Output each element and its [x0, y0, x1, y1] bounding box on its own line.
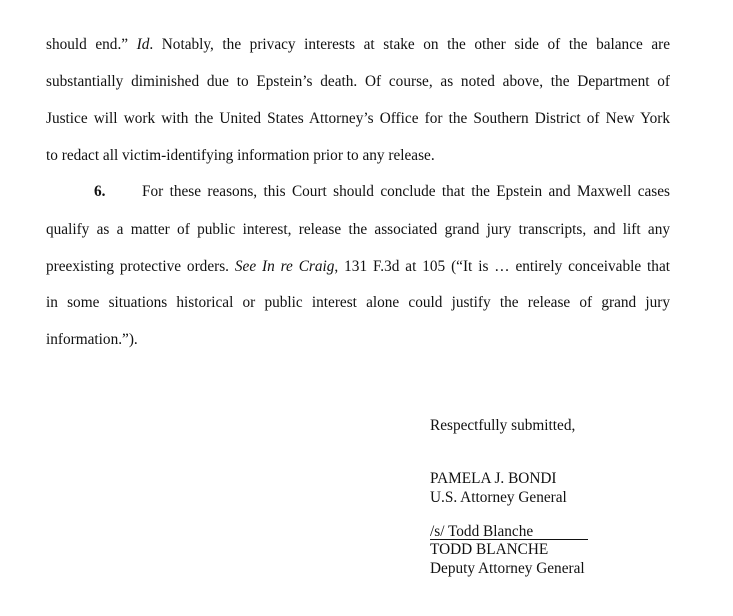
body-line-4: to redact all victim-identifying information prior to any release.: [46, 147, 435, 164]
id-citation: Id: [136, 36, 150, 53]
signer-name-blanche: TODD BLANCHE: [430, 541, 549, 558]
body-line-7-post: , 131 F.3d at 105 (“It is … entirely conceivable that: [334, 258, 670, 275]
signer-name-bondi: PAMELA J. BONDI: [430, 470, 557, 487]
signature-closing: Respectfully submitted,: [430, 417, 576, 434]
body-line-7: [46, 257, 670, 277]
body-line-1-post: . Notably, the privacy interests at stake on the other side of the balance are: [149, 36, 670, 53]
body-line-3: Justice will work with the United States Attorney’s Office for the Southern District of New York: [46, 110, 670, 127]
signer-title-bondi: U.S. Attorney General: [430, 489, 567, 506]
body-line-8: in some situations historical or public interest alone could justify the release of grand jury: [46, 294, 670, 311]
body-line-7-pre: preexisting protective orders.: [46, 258, 235, 275]
body-line-1-pre: should end.”: [46, 36, 137, 53]
paragraph-number: 6.: [94, 183, 106, 200]
body-line-2: substantially diminished due to Epstein’s death. Of course, as noted above, the Department of: [46, 73, 670, 90]
signature-line: [430, 539, 588, 540]
body-line-9: information.”).: [46, 331, 138, 348]
body-line-1: [46, 35, 670, 55]
signer-title-blanche: Deputy Attorney General: [430, 560, 585, 577]
body-line-6: qualify as a matter of public interest, release the associated grand jury transcripts, and lift any: [46, 221, 670, 238]
craig-citation: See In re Craig: [234, 258, 335, 275]
electronic-signature: /s/ Todd Blanche: [430, 523, 534, 540]
body-line-5: For these reasons, this Court should conclude that the Epstein and Maxwell cases: [142, 183, 670, 200]
